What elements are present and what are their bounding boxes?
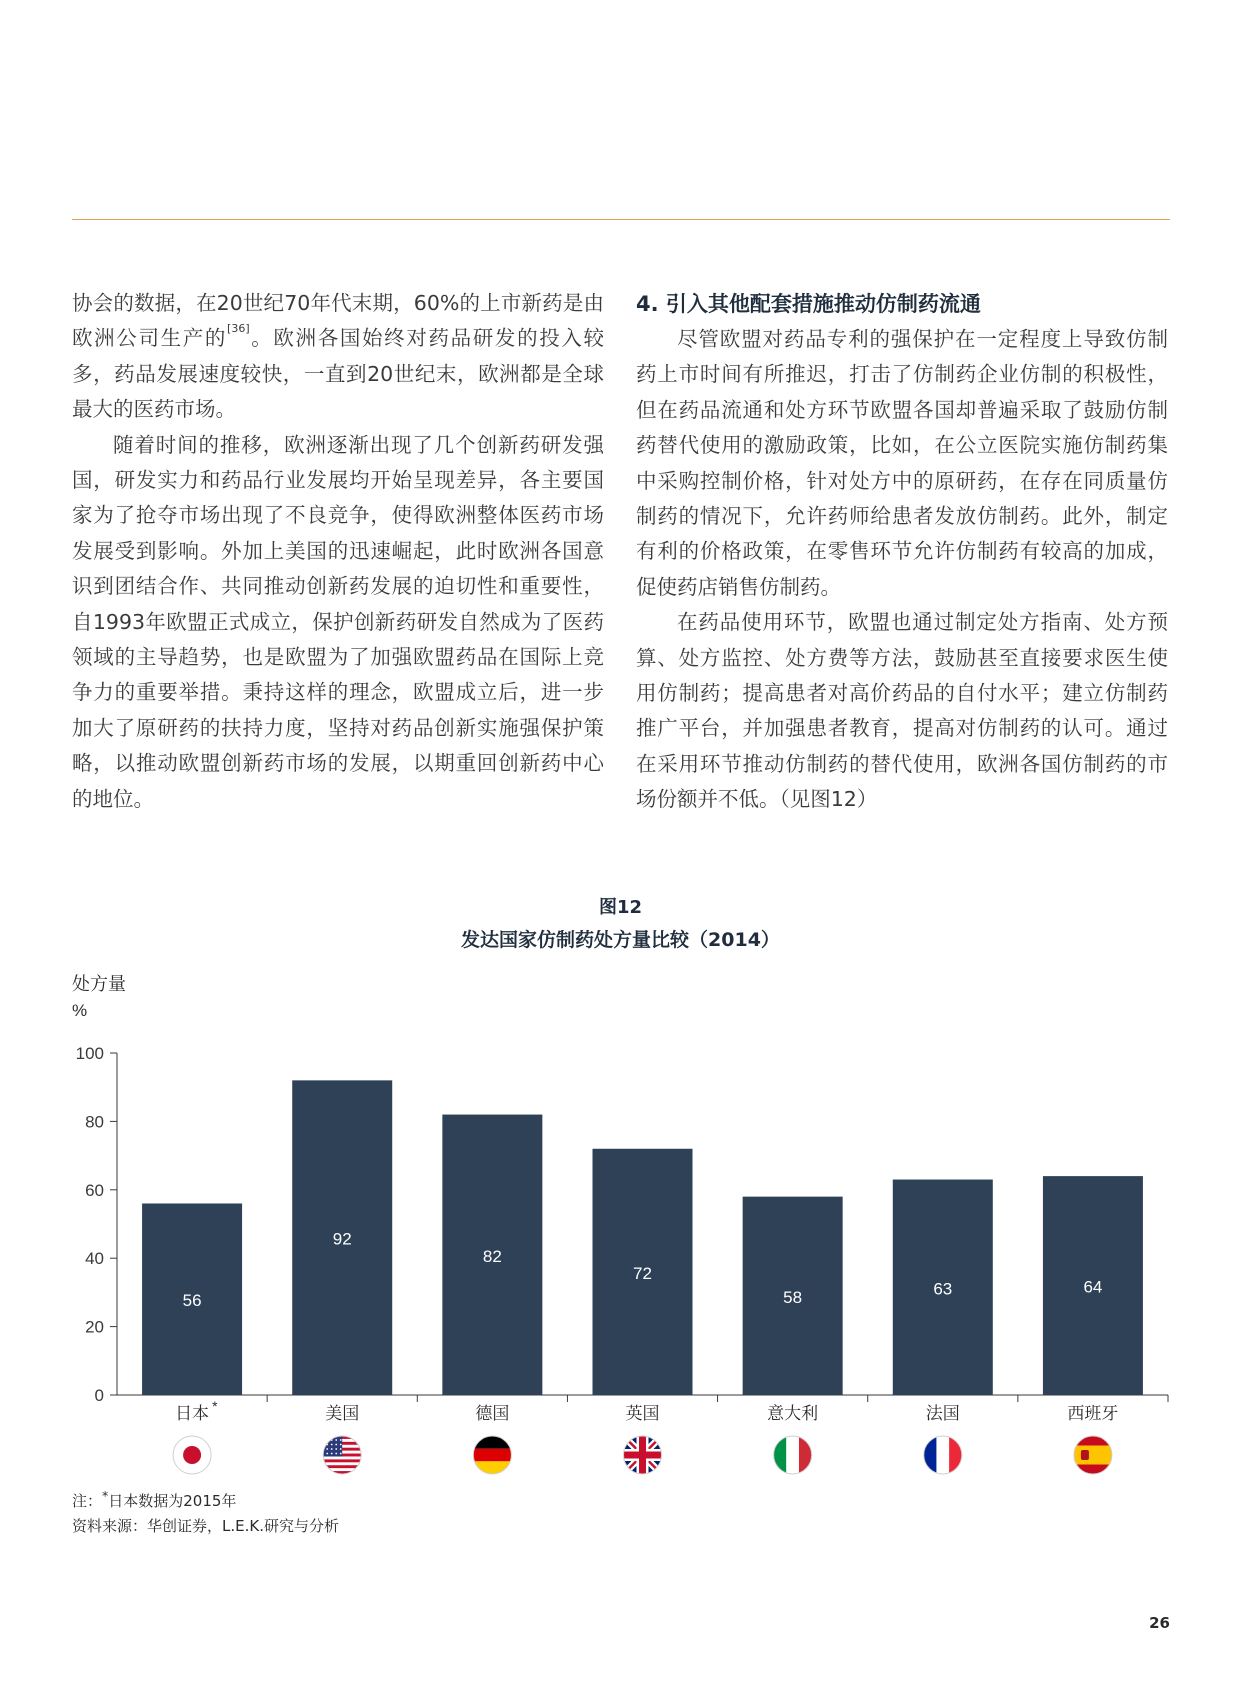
left-column (72, 286, 604, 817)
section-heading: 4. 引入其他配套措施推动仿制药流通 (636, 292, 981, 316)
y-tick-label: 0 (94, 1386, 104, 1405)
reference-mark: [36] (227, 322, 250, 336)
japan-flag-icon (173, 1436, 211, 1474)
note-prefix: 注： (72, 1492, 103, 1510)
x-category-label: 英国 (625, 1404, 660, 1424)
uk-flag-icon (624, 1436, 662, 1474)
note-mark: * (102, 1488, 109, 1503)
y-tick-label: 40 (85, 1249, 104, 1269)
spain-flag-icon (1074, 1436, 1112, 1474)
left-paragraph-1-tail: 。欧洲各国始终对药品研发的投入较多，药品发展速度较快，一直到20世纪末，欧洲都是全球最大的医药市场。 (72, 326, 605, 422)
x-category-label: 德国 (475, 1404, 510, 1424)
right-paragraph-2: 在药品使用环节，欧盟也通过制定处方指南、处方预算、处方监控、处方费等方法，鼓励甚至直接要求医生使用仿制药；提高患者对高价药品的自付水平；建立仿制药推广平台，并加强患者教育，提高对仿制药的认可。通过在采用环节推动仿制药的替代使用，欧洲各国仿制药的市场份额并不低。（见图12） (636, 610, 1168, 812)
y-axis-unit: % (72, 1001, 88, 1020)
x-category-label: 法国 (925, 1404, 960, 1424)
x-category-label: 西班牙 (1067, 1404, 1119, 1424)
left-paragraph-1-text: 协会的数据，在20世纪70年代末期，60%的上市新药是由欧洲公司生产的 (72, 291, 604, 351)
category-footnote-mark: * (212, 1398, 218, 1414)
bar-value-label: 64 (1083, 1277, 1103, 1297)
right-column (636, 286, 1168, 818)
chart-source: 资料来源：华创证券，L.E.K.研究与分析 (72, 1517, 339, 1535)
bar-value-label: 72 (633, 1263, 652, 1283)
y-tick-label: 20 (85, 1317, 104, 1337)
bar-value-label: 58 (783, 1287, 803, 1307)
france-flag-icon (924, 1436, 963, 1474)
chart-note (72, 1488, 236, 1511)
note-text: 日本数据为2015年 (108, 1492, 237, 1510)
header-rule (72, 219, 1170, 220)
bar-value-label: 56 (182, 1291, 202, 1311)
figure-title: 发达国家仿制药处方量比较（2014） (461, 929, 780, 951)
bar-value-label: 63 (933, 1279, 953, 1299)
y-tick-label: 80 (85, 1112, 104, 1132)
x-category-label: 美国 (325, 1404, 360, 1424)
y-tick-label: 60 (85, 1180, 104, 1200)
left-paragraph-2: 随着时间的推移，欧洲逐渐出现了几个创新药研发强国，研发实力和药品行业发展均开始呈现差异，各主要国家为了抢夺市场出现了不良竞争，使得欧洲整体医药市场发展受到影响。外加上美国的迅速崛起，此时欧洲各国意识到团结合作、共同推动创新药发展的迫切性和重要性，自1993年欧盟正式成立，保护创新药研发自然成为了医药领域的主导趋势，也是欧盟为了加强欧盟药品在国际上竞争力的重要举措。秉持这样的理念，欧盟成立后，进一步加大了原研药的扶持力度，坚持对药品创新实施强保护策略，以推动欧盟创新药市场的发展，以期重回创新药中心的地位。 (72, 432, 604, 811)
germany-flag-icon (473, 1436, 511, 1475)
bar-value-label: 92 (332, 1229, 352, 1249)
y-axis-title: 处方量 (72, 974, 126, 995)
right-paragraph-1: 尽管欧盟对药品专利的强保护在一定程度上导致仿制药上市时间有所推迟，打击了仿制药企业仿制的积极性，但在药品流通和处方环节欧盟各国却普遍采取了鼓励仿制药替代使用的激励政策，比如，在公立医院实施仿制药集中采购控制价格，针对处方中的原研药，在存在同质量仿制药的情况下，允许药师给患者发放仿制药。此外，制定有利的价格政策，在零售环节允许仿制药有较高的加成，促使药店销售仿制药。 (636, 327, 1168, 599)
bar-chart (0, 960, 1241, 1480)
italy-flag-icon (774, 1436, 813, 1474)
y-tick-label: 100 (75, 1044, 104, 1063)
x-category-label: 日本 (175, 1404, 210, 1424)
left-paragraph-1 (72, 286, 604, 428)
bar-value-label: 82 (482, 1246, 502, 1266)
usa-flag-icon (323, 1436, 361, 1474)
figure-number: 图12 (598, 897, 643, 918)
page-number: 26 (1149, 1614, 1170, 1632)
x-category-label: 意大利 (767, 1404, 819, 1424)
